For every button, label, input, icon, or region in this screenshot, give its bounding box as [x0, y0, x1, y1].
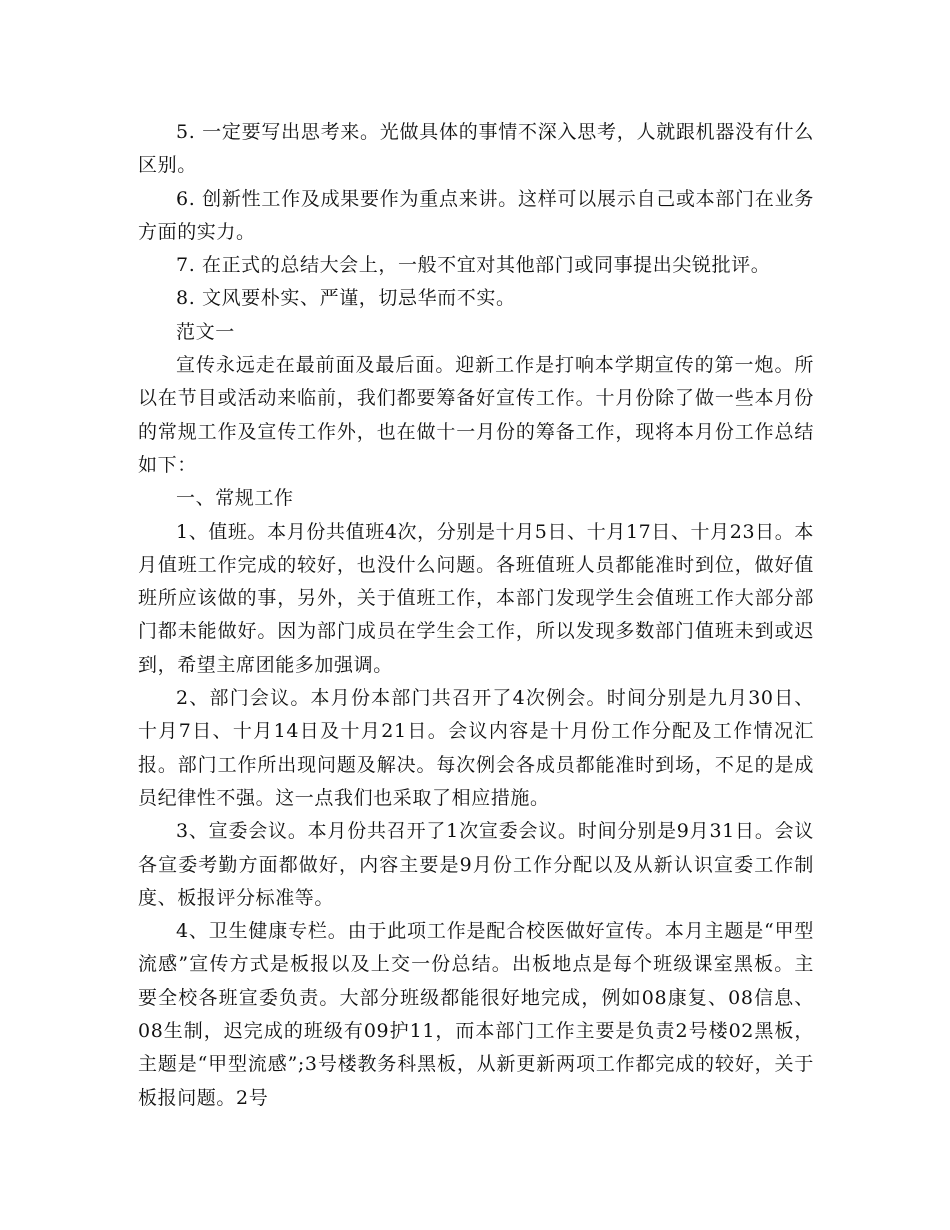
paragraph-duty: 1、值班。本月份共值班4次，分别是十月5日、十月17日、十月23日。本月值班工作完成的较好，也没什么问题。各班值班人员都能准时到位，做好值班所应该做的事，另外，关于值班工作，本部门发现学生会值班工作大部分部门都未能做好。因为部门成员在学生会工作，所以发现多数部门值班未到或迟到，希望主席团能多加强调。 — [138, 520, 814, 676]
paragraph-health-column: 4、卫生健康专栏。由于此项工作是配合校医做好宣传。本月主题是“甲型流感”宣传方式是板报以及上交一份总结。出板地点是每个班级课室黑板。主要全校各班宣委负责。大部分班级都能很好地完成，例如08康复、08信息、08生制，迟完成的班级有09护11，而本部门工作主要是负责2号楼02黑板，主题是“甲型流感”;3号楼教务科黑板，从新更新两项工作都完成的较好，关于板报问题。2号 — [138, 920, 814, 1109]
paragraph-tip-8: 8. 文风要朴实、严谨，切忌华而不实。 — [176, 287, 516, 310]
paragraph-dept-meeting: 2、部门会议。本月份本部门共召开了4次例会。时间分别是九月30日、十月7日、十月14日及十月21日。会议内容是十月份工作分配及工作情况汇报。部门工作所出现问题及解决。每次例会各成员都能准时到场，不足的是成员纪律性不强。这一点我们也采取了相应措施。 — [138, 687, 814, 809]
document-body — [138, 116, 814, 1115]
paragraph-tip-7: 7. 在正式的总结大会上，一般不宜对其他部门或同事提出尖锐批评。 — [176, 254, 771, 277]
paragraph-tip-5: 5. 一定要写出思考来。光做具体的事情不深入思考，人就跟机器没有什么区别。 — [138, 121, 814, 177]
paragraph-tip-6: 6. 创新性工作及成果要作为重点来讲。这样可以展示自己或本部门在业务方面的实力。 — [138, 187, 814, 243]
section-heading-routine-work: 一、常规工作 — [176, 487, 294, 510]
sample-heading: 范文一 — [176, 320, 235, 343]
paragraph-publicity-meeting: 3、宣委会议。本月份共召开了1次宣委会议。时间分别是9月31日。会议各宣委考勤方面都做好，内容主要是9月份工作分配以及从新认识宣委工作制度、板报评分标准等。 — [138, 820, 814, 909]
paragraph-intro: 宣传永远走在最前面及最后面。迎新工作是打响本学期宣传的第一炮。所以在节目或活动来临前，我们都要筹备好宣传工作。十月份除了做一些本月份的常规工作及宣传工作外，也在做十一月份的筹备工作，现将本月份工作总结如下： — [138, 354, 814, 476]
